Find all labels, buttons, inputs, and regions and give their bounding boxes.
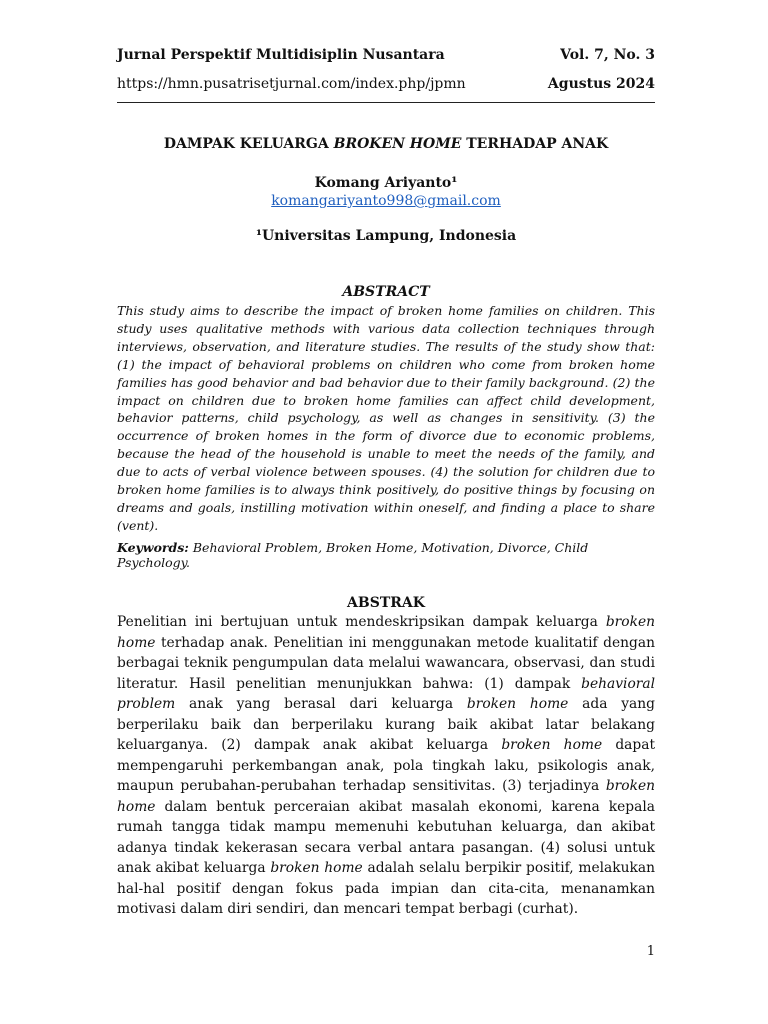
journal-date: Agustus 2024 xyxy=(547,76,655,92)
journal-url[interactable]: https://hmn.pusatrisetjurnal.com/index.php/jpmn xyxy=(117,76,466,92)
journal-header-row xyxy=(117,47,655,63)
title-text-2: TERHADAP ANAK xyxy=(461,136,609,152)
abstrak-seg: anak yang berasal dari keluarga xyxy=(175,696,467,712)
abstrak-seg-italic: broken home xyxy=(117,778,655,815)
author-email-link[interactable]: komangariyanto998@gmail.com xyxy=(271,193,501,209)
page-number: 1 xyxy=(646,944,655,959)
article-title xyxy=(117,136,655,152)
abstrak-seg-italic: broken home xyxy=(117,614,655,651)
keywords-list: Behavioral Problem, Broken Home, Motivation, Divorce, Child Psychology. xyxy=(117,540,589,570)
keywords-label: Keywords: xyxy=(117,540,189,555)
abstrak-seg-italic: broken home xyxy=(270,860,363,876)
abstrak-seg: ada yang berperilaku baik dan berperilaku kurang baik akibat latar belakang keluarganya. (2) dampak anak akibat keluarga xyxy=(117,696,655,753)
keywords xyxy=(117,540,655,570)
title-text-italic: BROKEN HOME xyxy=(333,136,462,152)
abstract-text: This study aims to describe the impact of broken home families on children. This study uses qualitative methods with various data collection techniques through interviews, observation, and literature studies. The results of the study show that: (1) the impact of behavioral problems on children who come from broken home families has good behavior and bad behavior due to their family background. (2) the impact on children due to broken home families can affect child development, behavior patterns, child psychology, as well as changes in sensitivity. (3) the occurrence of broken homes in the form of divorce due to economic problems, because the head of the household is unable to meet the needs of the family, and due to acts of verbal violence between spouses. (4) the solution for children due to broken home families is to always think positively, do positive things by focusing on dreams and goals, instilling motivation within oneself, and finding a place to share (vent). xyxy=(117,303,655,533)
abstract-heading: ABSTRACT xyxy=(342,284,430,300)
title-text-1: DAMPAK KELUARGA xyxy=(163,136,334,152)
journal-subheader-row xyxy=(117,76,655,92)
abstrak-seg-italic: broken home xyxy=(466,696,569,712)
abstrak-seg: adalah selalu berpikir positif, melakukan hal-hal positif dengan fokus pada impian dan cita-cita, menanamkan motivasi dalam diri sendiri, dan mencari tempat berbagi (curhat). xyxy=(117,860,655,917)
header-divider xyxy=(117,102,655,103)
abstrak-seg: Penelitian ini bertujuan untuk mendeskripsikan dampak keluarga xyxy=(117,614,606,630)
abstrak-seg: dapat mempengaruhi perkembangan anak, pola tingkah laku, psikologis anak, maupun perubahan-perubahan terhadap sensitivitas. (3) terjadinya xyxy=(117,737,655,794)
abstrak-seg-italic: behavioral problem xyxy=(117,675,655,712)
abstrak-seg: dalam bentuk perceraian akibat masalah ekonomi, karena kepala rumah tangga tidak mampu memenuhi kebutuhan keluarga, dan akibat adanya tindak kekerasan secara verbal antara pasangan. (4) solusi untuk anak akibat keluarga xyxy=(117,798,655,876)
journal-name: Jurnal Perspektif Multidisiplin Nusantara xyxy=(117,47,445,63)
abstrak-heading: ABSTRAK xyxy=(347,595,425,611)
abstrak-text xyxy=(117,612,655,920)
abstrak-seg-italic: broken home xyxy=(501,737,603,753)
abstrak-seg: terhadap anak. Penelitian ini menggunakan metode kualitatif dengan berbagai teknik pengumpulan data melalui wawancara, observasi, dan studi literatur. Hasil penelitian menunjukkan bahwa: (1) dampak xyxy=(117,634,655,692)
author-affiliation: ¹Universitas Lampung, Indonesia xyxy=(255,228,517,244)
author-name: Komang Ariyanto¹ xyxy=(314,175,458,191)
journal-volume: Vol. 7, No. 3 xyxy=(560,47,655,63)
